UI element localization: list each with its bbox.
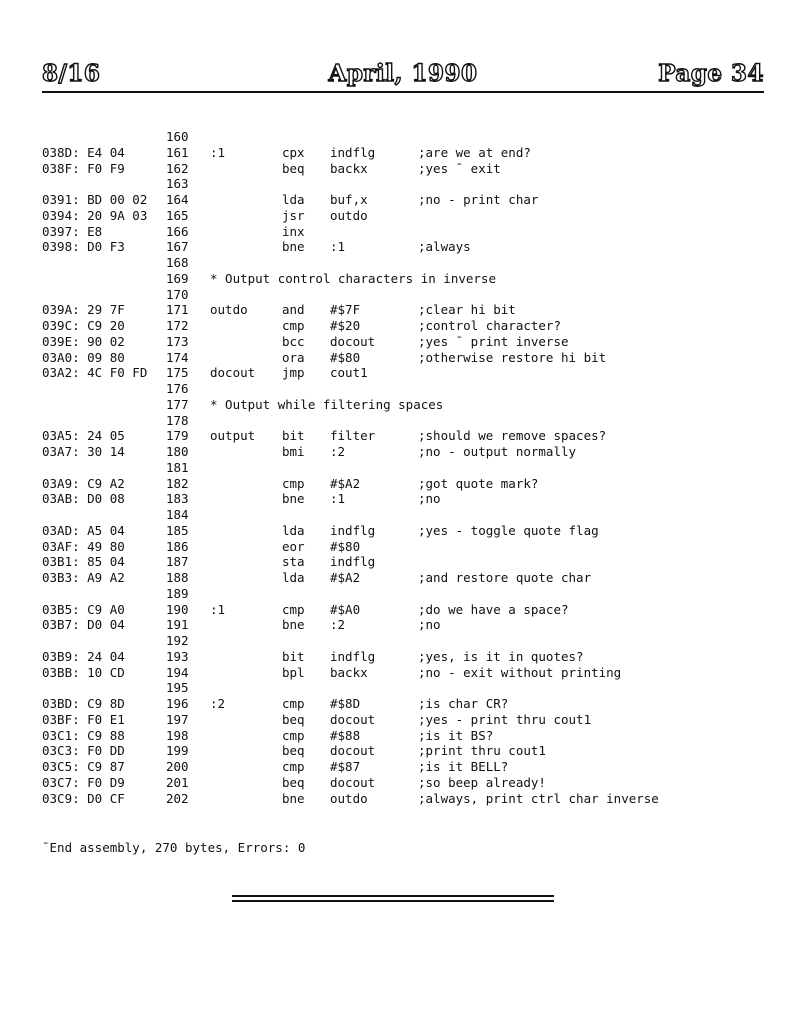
comment: ;is char CR? [418,696,509,711]
listing-row [42,365,764,381]
comment: ;print thru cout1 [418,743,546,759]
listing-row [42,129,764,145]
hex-address: 0398: D0 F3 [42,239,125,255]
operand: indflg [330,648,376,664]
line-number: 181 [166,459,189,475]
line-number: 166 [166,223,189,239]
listing-row [42,397,764,413]
listing-row [42,271,764,287]
hex-address: 039A: 29 7F [42,302,125,318]
opcode: cmp [282,759,305,774]
comment: ;should we remove spaces? [418,428,607,444]
line-number: 199 [166,743,189,759]
listing-row [42,428,764,444]
hex-address: 03B5: C9 A0 [42,601,125,617]
opcode: inx [282,223,305,239]
hex-address: 03A0: 09 80 [42,349,125,365]
label: * Output control characters in inverse [210,270,496,286]
line-number: 201 [166,774,189,790]
listing-row [42,444,764,460]
line-number: 200 [166,759,189,774]
hex-address: 03BD: C9 8D [42,696,125,711]
hex-address: 0394: 20 9A 03 [42,207,148,223]
listing-row [42,381,764,397]
operand: docout [330,333,376,349]
opcode: cpx [282,144,305,160]
opcode: beq [282,711,305,727]
hex-address: 039E: 90 02 [42,333,125,349]
comment: ;do we have a space? [418,601,569,617]
line-number: 162 [166,160,189,176]
page-number: Page 34 [658,60,764,87]
listing-row [42,680,764,696]
listing-row [42,460,764,476]
comment: ;yes ¯ print inverse [418,333,569,349]
hex-address: 038D: E4 04 [42,144,125,160]
line-number: 175 [166,365,189,381]
opcode: bne [282,790,305,806]
label: outdo [210,302,248,318]
listing-row [42,413,764,429]
label: output [210,428,256,444]
operand: #$A2 [330,570,361,585]
operand: docout [330,743,376,759]
listing-row [42,224,764,240]
operand: #$80 [330,538,361,554]
operand: #$88 [330,727,361,743]
operand: outdo [330,207,368,223]
line-number: 192 [166,633,189,648]
hex-address: 03B7: D0 04 [42,617,125,633]
line-number: 180 [166,444,189,459]
hex-address: 03BB: 10 CD [42,664,125,680]
line-number: 160 [166,129,189,144]
label: docout [210,365,256,381]
opcode: bne [282,491,305,507]
listing-row [42,334,764,350]
opcode: cmp [282,696,305,711]
opcode: bmi [282,444,305,459]
hex-address: 0391: BD 00 02 [42,192,148,207]
operand: indflg [330,144,376,160]
operand: cout1 [330,365,368,381]
listing-row [42,192,764,208]
hex-address: 03AF: 49 80 [42,538,125,554]
comment: ;got quote mark? [418,475,539,491]
hex-address: 03C7: F0 D9 [42,774,125,790]
hex-address: 03AD: A5 04 [42,522,125,538]
line-number: 178 [166,412,189,428]
opcode: sta [282,554,305,570]
line-number: 168 [166,255,189,270]
operand: :2 [330,617,346,633]
line-number: 167 [166,239,189,255]
hex-address: 03AB: D0 08 [42,491,125,507]
opcode: jmp [282,365,305,381]
listing-row [42,586,764,602]
operand: :1 [330,491,346,507]
line-number: 188 [166,570,189,585]
comment: ;always [418,239,471,255]
line-number: 197 [166,711,189,727]
line-number: 184 [166,507,189,522]
line-number: 191 [166,617,189,633]
comment: ;no - print char [418,192,539,207]
line-number: 194 [166,664,189,680]
line-number: 183 [166,491,189,507]
hex-address: 03C9: D0 CF [42,790,125,806]
label: :1 [210,601,226,617]
line-number: 170 [166,286,189,302]
hex-address: 03A2: 4C F0 FD [42,365,148,381]
listing-row [42,161,764,177]
opcode: cmp [282,318,305,333]
comment: ;and restore quote char [418,570,592,585]
hex-address: 03A5: 24 05 [42,428,125,444]
comment: ;no [418,617,441,633]
line-number: 177 [166,396,189,412]
listing-row [42,712,764,728]
line-number: 169 [166,270,189,286]
listing-row [42,302,764,318]
listing-row [42,208,764,224]
opcode: beq [282,160,305,176]
comment: ;yes - toggle quote flag [418,522,599,538]
operand: #$87 [330,759,361,774]
comment: ;yes ¯ exit [418,160,501,176]
operand: docout [330,774,376,790]
hex-address: 03BF: F0 E1 [42,711,125,727]
line-number: 193 [166,648,189,664]
listing-row [42,696,764,712]
line-number: 196 [166,696,189,711]
opcode: cmp [282,601,305,617]
comment: ;clear hi bit [418,302,516,318]
comment: ;are we at end? [418,144,531,160]
hex-address: 03C5: C9 87 [42,759,125,774]
end-rule-bottom [232,900,554,902]
opcode: bne [282,239,305,255]
listing-row [42,775,764,791]
listing-row [42,554,764,570]
opcode: bcc [282,333,305,349]
operand: :1 [330,239,346,255]
comment: ;no [418,491,441,507]
hex-address: 038F: F0 F9 [42,160,125,176]
operand: #$A2 [330,475,361,491]
opcode: bne [282,617,305,633]
end-rule-top [232,895,554,897]
listing-row [42,539,764,555]
operand: #$7F [330,302,361,318]
comment: ;so beep already! [418,774,546,790]
operand: filter [330,428,376,444]
comment: ;yes - print thru cout1 [418,711,592,727]
listing-row [42,287,764,303]
operand: #$A0 [330,601,361,617]
comment: ;is it BS? [418,727,494,743]
hex-address: 03B9: 24 04 [42,648,125,664]
operand: indflg [330,522,376,538]
listing-row [42,759,764,775]
operand: #$20 [330,318,361,333]
listing-row [42,255,764,271]
listing-row [42,239,764,255]
listing-row [42,145,764,161]
operand: indflg [330,554,376,570]
listing-row [42,176,764,192]
line-number: 198 [166,727,189,743]
comment: ;control character? [418,318,561,333]
hex-address: 03B3: A9 A2 [42,570,125,585]
assembly-summary: ¯End assembly, 270 bytes, Errors: 0 [42,840,306,855]
assembly-listing [42,129,764,806]
hex-address: 03A9: C9 A2 [42,475,125,491]
listing-row [42,570,764,586]
label: :1 [210,144,226,160]
line-number: 165 [166,207,189,223]
opcode: lda [282,192,305,207]
operand: buf,x [330,192,368,207]
listing-row [42,743,764,759]
page-header [42,60,764,92]
comment: ;yes, is it in quotes? [418,648,584,664]
label: :2 [210,696,226,711]
listing-row [42,728,764,744]
opcode: ora [282,349,305,365]
line-number: 202 [166,790,189,806]
header-rule [42,91,764,93]
opcode: lda [282,570,305,585]
listing-row [42,318,764,334]
line-number: 164 [166,192,189,207]
hex-address: 03C1: C9 88 [42,727,125,743]
line-number: 172 [166,318,189,333]
listing-row [42,617,764,633]
opcode: lda [282,522,305,538]
hex-address: 03C3: F0 DD [42,743,125,759]
line-number: 173 [166,333,189,349]
line-number: 190 [166,601,189,617]
listing-row [42,633,764,649]
opcode: bit [282,428,305,444]
operand: :2 [330,444,346,459]
opcode: bpl [282,664,305,680]
opcode: eor [282,538,305,554]
opcode: cmp [282,727,305,743]
listing-row [42,665,764,681]
listing-row [42,491,764,507]
comment: ;no - exit without printing [418,664,622,680]
operand: backx [330,160,368,176]
hex-address: 03A7: 30 14 [42,444,125,459]
operand: #$80 [330,349,361,365]
hex-address: 039C: C9 20 [42,318,125,333]
operand: backx [330,664,368,680]
opcode: beq [282,774,305,790]
opcode: cmp [282,475,305,491]
line-number: 179 [166,428,189,444]
line-number: 195 [166,680,189,696]
comment: ;is it BELL? [418,759,509,774]
listing-row [42,507,764,523]
operand: docout [330,711,376,727]
line-number: 189 [166,585,189,601]
line-number: 182 [166,475,189,491]
hex-address: 03B1: 85 04 [42,554,125,570]
opcode: beq [282,743,305,759]
comment: ;no - output normally [418,444,577,459]
opcode: jsr [282,207,305,223]
comment: ;otherwise restore hi bit [418,349,607,365]
listing-row [42,476,764,492]
listing-row [42,649,764,665]
line-number: 186 [166,538,189,554]
line-number: 174 [166,349,189,365]
listing-row [42,350,764,366]
line-number: 185 [166,522,189,538]
listing-row [42,602,764,618]
operand: outdo [330,790,368,806]
issue-date: April, 1990 [328,60,478,87]
issue-number: 8/16 [42,60,101,87]
label: * Output while filtering spaces [210,396,444,412]
listing-row [42,791,764,807]
comment: ;always, print ctrl char inverse [418,790,659,806]
line-number: 176 [166,381,189,396]
listing-row [42,523,764,539]
line-number: 171 [166,302,189,318]
opcode: bit [282,648,305,664]
line-number: 163 [166,176,189,192]
hex-address: 0397: E8 [42,223,103,239]
line-number: 161 [166,144,189,160]
opcode: and [282,302,305,318]
line-number: 187 [166,554,189,570]
operand: #$8D [330,696,361,711]
